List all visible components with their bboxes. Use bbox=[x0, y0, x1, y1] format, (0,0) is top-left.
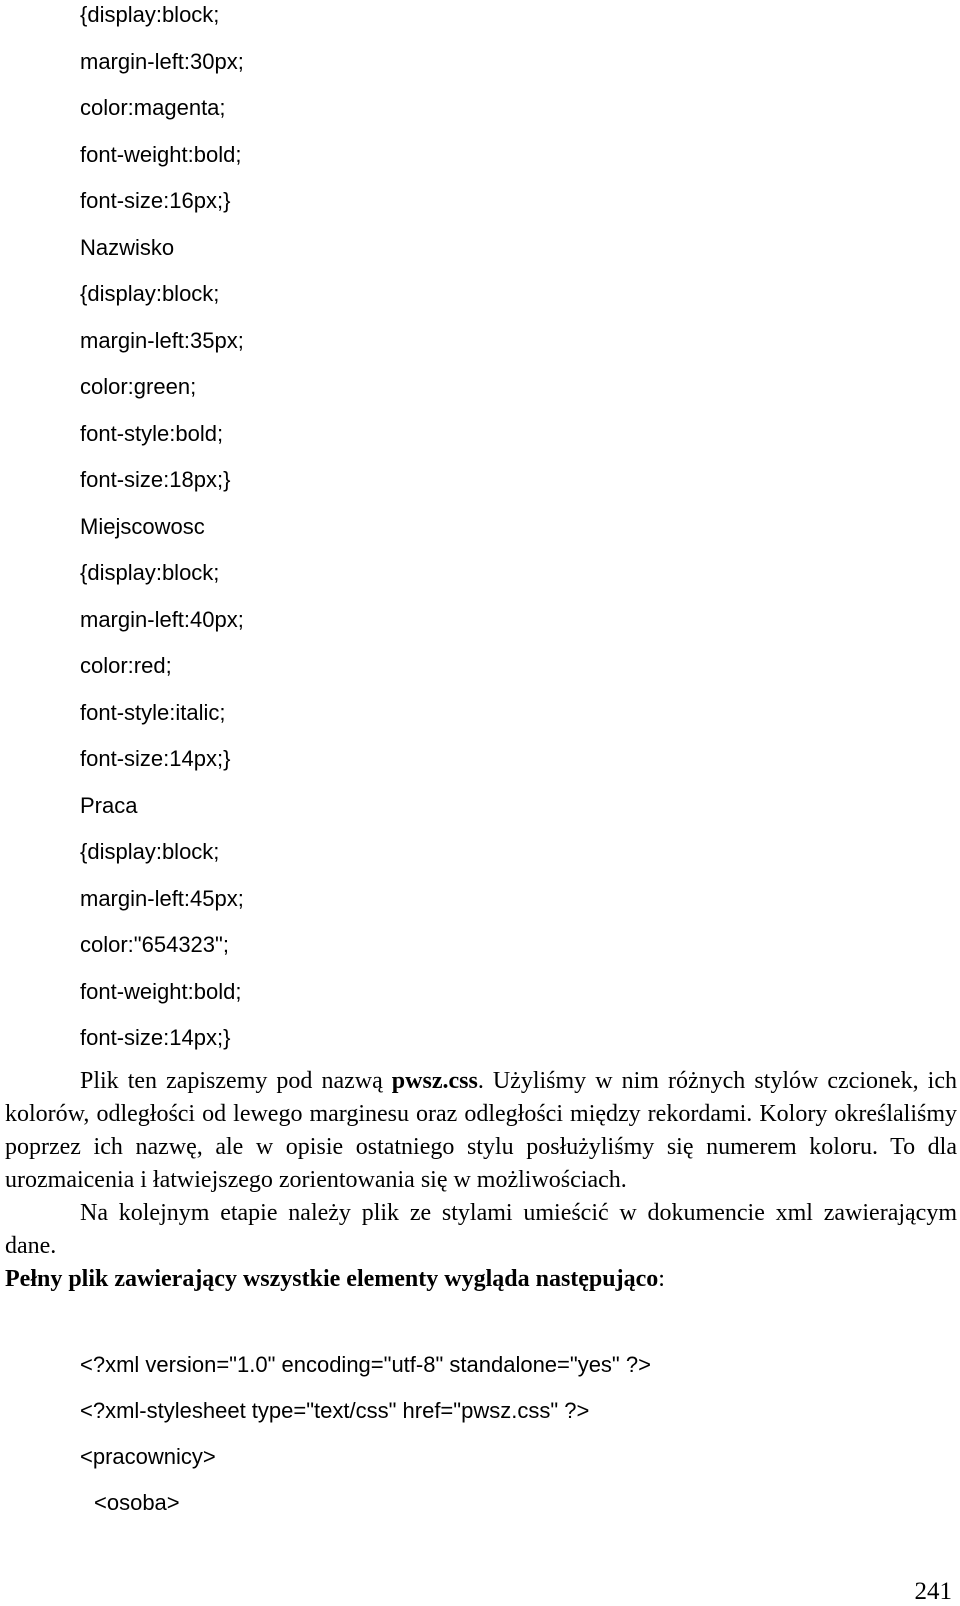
code-line: margin-left:35px; bbox=[80, 327, 244, 353]
code-line: Praca bbox=[80, 792, 138, 818]
code-line: font-size:18px;} bbox=[80, 467, 231, 492]
code-line: {display:block; bbox=[80, 281, 220, 306]
code-line: margin-left:30px; bbox=[80, 48, 244, 74]
code-line: font-size:14px;} bbox=[80, 1025, 231, 1050]
code-line: font-size:14px;} bbox=[80, 746, 231, 771]
code-line: font-style:bold; bbox=[80, 420, 224, 446]
code-line: margin-left:40px; bbox=[80, 606, 244, 632]
code-line: <pracownicy> bbox=[80, 1444, 216, 1469]
page-number: 241 bbox=[914, 1578, 952, 1605]
paragraph-text: Plik ten zapiszemy pod nazwą bbox=[80, 1068, 392, 1094]
code-line: font-size:16px;} bbox=[80, 188, 231, 213]
filename: pwsz.css bbox=[391, 1068, 478, 1094]
code-line: color:"654323"; bbox=[80, 932, 229, 957]
code-line: <osoba> bbox=[94, 1490, 180, 1515]
code-line: margin-left:45px; bbox=[80, 885, 244, 911]
paragraph-next-step: Na kolejnym etapie należy plik ze stylami umieścić w dokumencie xml zawierającym dane. bbox=[5, 1200, 957, 1259]
code-line: <?xml-stylesheet type="text/css" href="pwsz.css" ?> bbox=[80, 1398, 590, 1423]
code-line: font-weight:bold; bbox=[80, 978, 242, 1004]
code-line: Nazwisko bbox=[80, 234, 175, 260]
heading-colon: : bbox=[658, 1266, 665, 1292]
paragraph-file-description bbox=[5, 1065, 957, 1197]
code-line: Miejscowosc bbox=[80, 513, 205, 539]
code-line: {display:block; bbox=[80, 560, 220, 585]
paragraph-text: . Użyliśmy w nim różnych stylów czcionek, ich kolorów, odległości od lewego marginesu oraz odległości między rekordami. Kolory określaliśmy poprzez ich nazwę, ale w opisie ostatniego stylu posłużyliśmy się numerem koloru. To dla urozmaicenia i łatwiejszego zorientowania się w możliwościach. bbox=[5, 1068, 958, 1193]
xml-code-listing bbox=[80, 1350, 651, 1534]
code-line: color:red; bbox=[80, 653, 172, 678]
code-line: color:green; bbox=[80, 374, 197, 399]
body-text bbox=[5, 1065, 957, 1296]
code-line: font-weight:bold; bbox=[80, 141, 242, 167]
css-code-listing bbox=[80, 0, 244, 1070]
full-file-heading: Pełny plik zawierający wszystkie elementy wygląda następująco bbox=[5, 1266, 659, 1292]
paragraph-full-file-intro bbox=[5, 1263, 957, 1296]
code-line: <?xml version="1.0" encoding="utf-8" standalone="yes" ?> bbox=[80, 1352, 651, 1377]
code-line: color:magenta; bbox=[80, 95, 226, 120]
code-line: {display:block; bbox=[80, 2, 220, 27]
code-line: {display:block; bbox=[80, 839, 220, 864]
code-line: font-style:italic; bbox=[80, 699, 226, 725]
